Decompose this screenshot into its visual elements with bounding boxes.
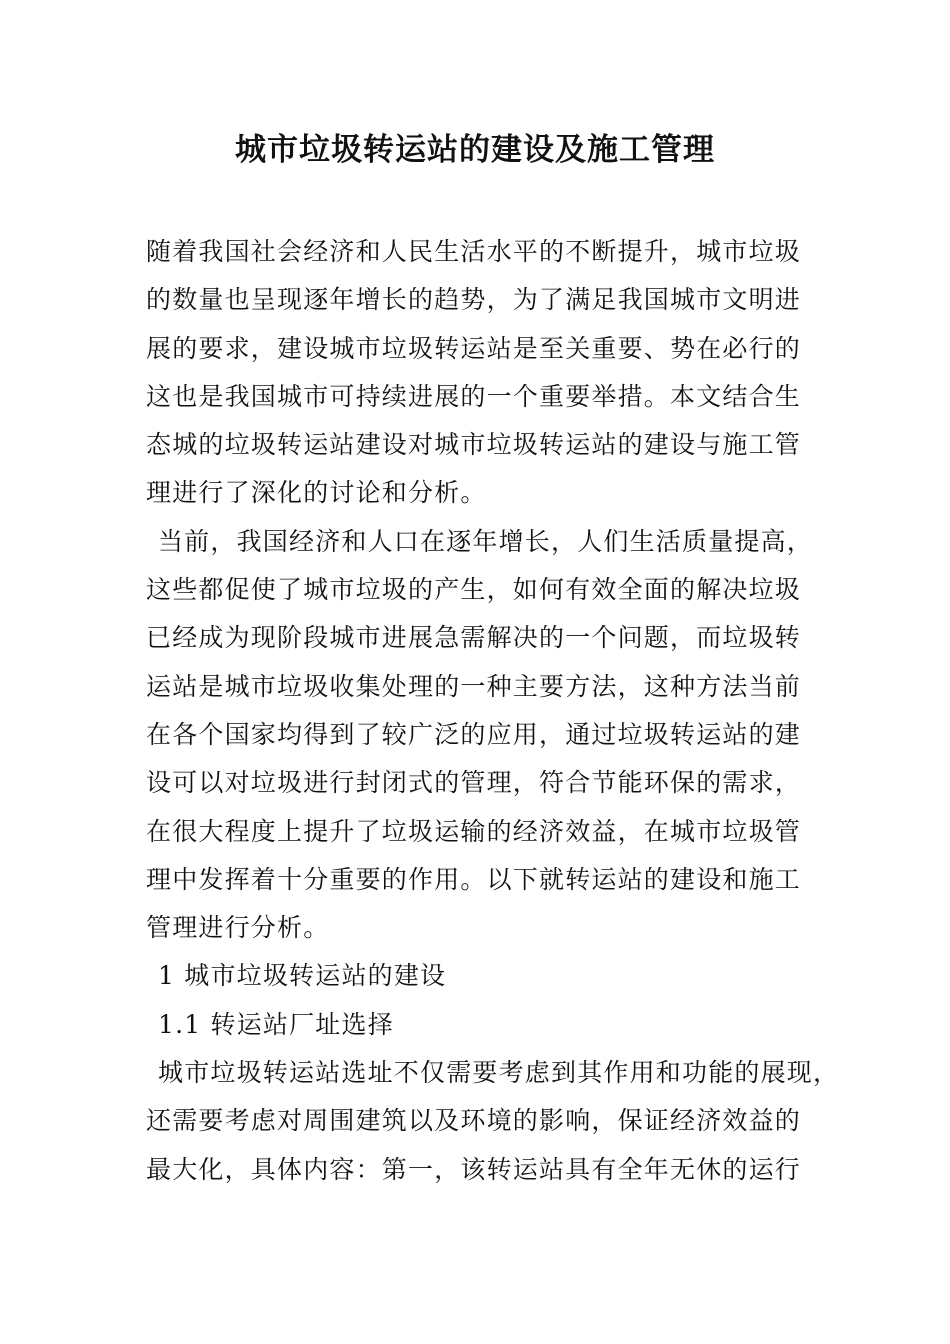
text-line: 的数量也呈现逐年增长的趋势，为了满足我国城市文明进 [146, 285, 802, 315]
document-body [146, 228, 840, 1194]
subsection-heading: 1.1 转运站厂址选择 [158, 1009, 394, 1039]
text-line: 运站是城市垃圾收集处理的一种主要方法，这种方法当前 [146, 671, 802, 701]
text-line: 在很大程度上提升了垃圾运输的经济效益，在城市垃圾管 [146, 816, 802, 846]
text-line: 态城的垃圾转运站建设对城市垃圾转运站的建设与施工管 [146, 430, 802, 460]
text-line: 已经成为现阶段城市进展急需解决的一个问题，而垃圾转 [146, 623, 802, 653]
text-line: 理进行了深化的讨论和分析。 [146, 478, 487, 508]
text-line: 展的要求，建设城市垃圾转运站是至关重要、势在必行的 [146, 333, 802, 363]
text-line: 当前，我国经济和人口在逐年增长，人们生活质量提高， [158, 526, 814, 556]
text-line: 理中发挥着十分重要的作用。以下就转运站的建设和施工 [146, 864, 802, 894]
text-line: 随着我国社会经济和人民生活水平的不断提升，城市垃圾 [146, 237, 802, 266]
text-line: 设可以对垃圾进行封闭式的管理，符合节能环保的需求， [146, 768, 802, 798]
section-heading: 1 城市垃圾转运站的建设 [158, 961, 447, 991]
text-line: 城市垃圾转运站选址不仅需要考虑到其作用和功能的展现， [158, 1058, 840, 1088]
text-line: 还需要考虑对周围建筑以及环境的影响，保证经济效益的 [146, 1106, 802, 1136]
text-line: 这也是我国城市可持续进展的一个重要举措。本文结合生 [146, 381, 802, 411]
text-line: 在各个国家均得到了较广泛的应用，通过垃圾转运站的建 [146, 719, 802, 749]
document-title: 城市垃圾转运站的建设及施工管理 [235, 132, 715, 168]
text-line: 这些都促使了城市垃圾的产生，如何有效全面的解决垃圾 [146, 575, 802, 605]
text-line: 管理进行分析。 [146, 913, 330, 943]
text-line: 最大化，具体内容：第一，该转运站具有全年无休的运行 [146, 1154, 802, 1184]
